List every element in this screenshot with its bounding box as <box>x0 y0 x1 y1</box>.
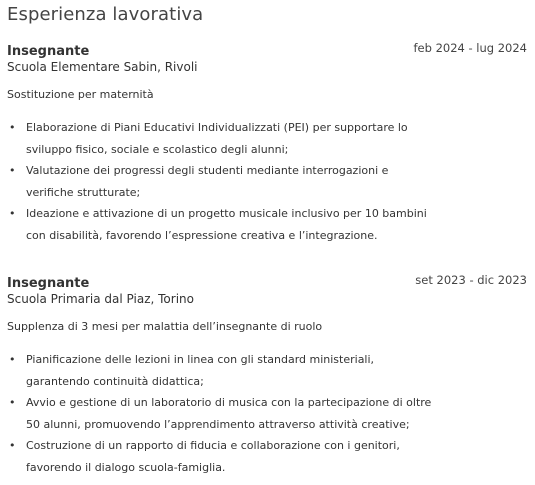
bullet-item <box>7 435 437 478</box>
bullet-text: Pianificazione delle lezioni in linea con gli standard ministeriali, garantendo continuità didattica; <box>26 353 375 388</box>
section-title: Esperienza lavorativa <box>7 4 204 25</box>
bullet-icon: • <box>9 353 16 366</box>
job-entry <box>7 40 527 246</box>
job-company: Scuola Primaria dal Piaz, Torino <box>7 292 194 306</box>
job-role: Insegnante <box>7 44 90 59</box>
bullet-item <box>7 117 437 160</box>
job-bullet-list <box>7 117 437 246</box>
bullet-item <box>7 349 437 392</box>
bullet-text: Valutazione dei progressi degli studenti mediante interrogazioni e verifiche strutturate; <box>26 164 389 199</box>
bullet-text: Ideazione e attivazione di un progetto musicale inclusivo per 10 bambini con disabilità, favorendo l’espressione creativa e l’integrazione. <box>26 207 427 242</box>
bullet-text: Elaborazione di Piani Educativi Individualizzati (PEI) per supportare lo sviluppo fisico, sociale e scolastico degli alunni; <box>26 121 408 156</box>
bullet-item <box>7 160 437 203</box>
job-bullet-list <box>7 349 437 478</box>
bullet-text: Avvio e gestione di un laboratorio di musica con la partecipazione di oltre 50 alunni, promuovendo l’apprendimento attraverso attività creative; <box>26 396 432 431</box>
job-entry <box>7 272 527 478</box>
bullet-icon: • <box>9 439 16 452</box>
job-role: Insegnante <box>7 276 90 291</box>
job-header <box>7 40 527 58</box>
job-dates: feb 2024 - lug 2024 <box>413 41 527 55</box>
job-company: Scuola Elementare Sabin, Rivoli <box>7 60 198 74</box>
job-summary: Supplenza di 3 mesi per malattia dell’insegnante di ruolo <box>7 320 323 333</box>
bullet-icon: • <box>9 207 16 220</box>
bullet-icon: • <box>9 164 16 177</box>
job-header <box>7 272 527 290</box>
bullet-icon: • <box>9 396 16 409</box>
bullet-text: Costruzione di un rapporto di fiducia e collaborazione con i genitori, favorendo il dialogo scuola-famiglia. <box>26 439 400 474</box>
job-summary: Sostituzione per maternità <box>7 88 154 101</box>
bullet-icon: • <box>9 121 16 134</box>
job-dates: set 2023 - dic 2023 <box>415 273 527 287</box>
bullet-item <box>7 392 437 435</box>
bullet-item <box>7 203 437 246</box>
